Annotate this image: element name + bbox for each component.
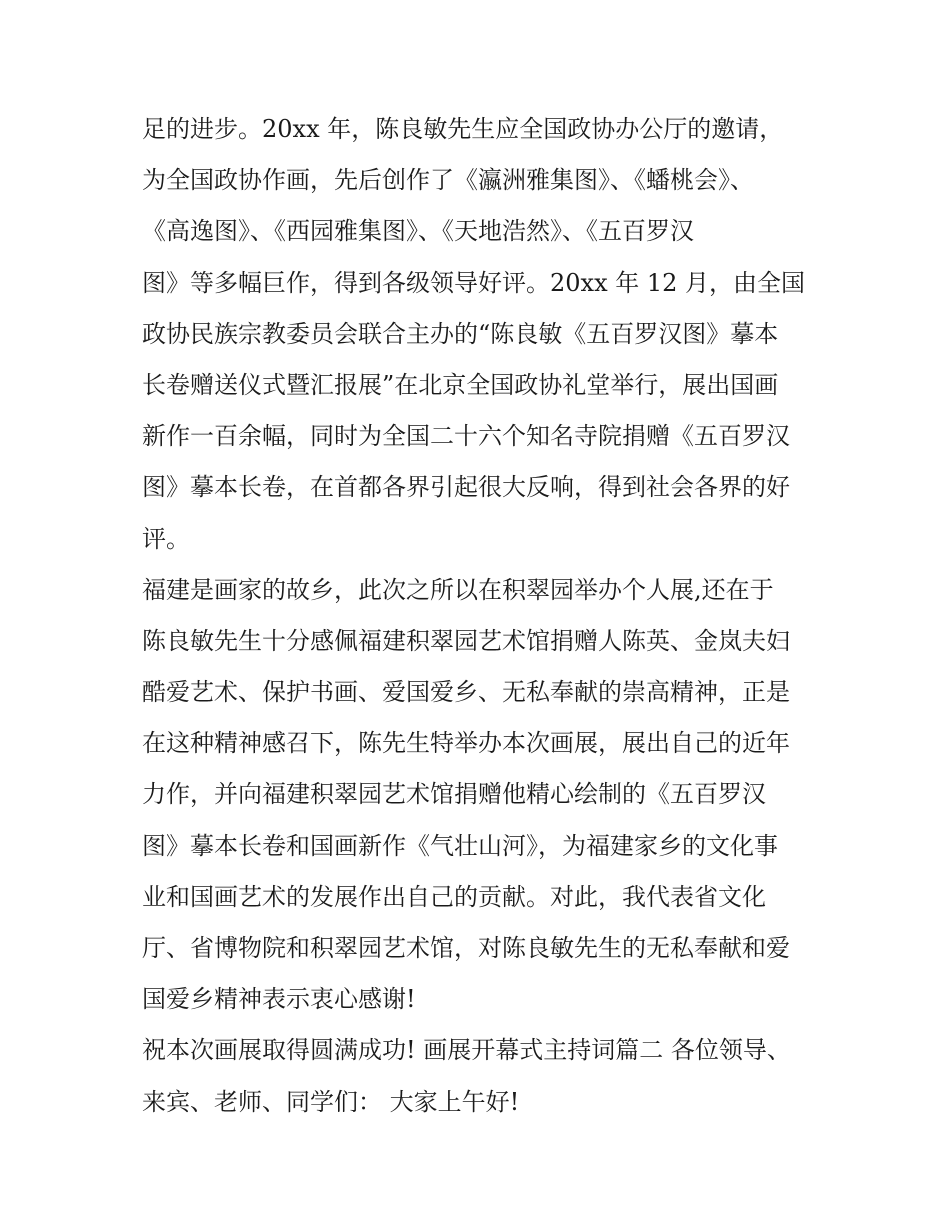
text-line: 政协民族宗教委员会联合主办的“陈良敏《五百罗汉图》摹本: [142, 319, 779, 348]
text-line: 福建是画家的故乡，此次之所以在积翠园举办个人展,还在于: [142, 575, 774, 604]
text-line: 评。: [142, 524, 190, 553]
text-line: 图》等多幅巨作，得到各级领导好评。20xx 年 12 月，由全国: [142, 268, 806, 297]
text-line: 陈良敏先生十分感佩福建积翠园艺术馆捐赠人陈英、金岚夫妇: [142, 626, 790, 655]
text-line: 长卷赠送仪式暨汇报展”在北京全国政协礼堂举行，展出国画: [142, 370, 779, 399]
text-line: 祝本次画展取得圆满成功! 画展开幕式主持词篇二 各位领导、: [142, 1036, 791, 1065]
text-line: 图》摹本长卷和国画新作《气壮山河》，为福建家乡的文化事: [142, 831, 778, 860]
text-line: 足的进步。20xx 年，陈良敏先生应全国政协办公厅的邀请，: [142, 115, 784, 143]
text-line: 为全国政协作画，先后创作了《瀛洲雅集图》、《蟠桃会》、: [142, 166, 754, 195]
text-line: 酷爱艺术、保护书画、爱国爱乡、无私奉献的崇高精神，正是: [142, 678, 790, 707]
text-line: 来宾、老师、同学们： 大家上午好!: [142, 1087, 520, 1116]
text-line: 厅、省博物院和积翠园艺术馆，对陈良敏先生的无私奉献和爱: [142, 934, 790, 962]
text-line: 在这种精神感召下，陈先生特举办本次画展，展出自己的近年: [142, 729, 790, 758]
text-line: 图》摹本长卷，在首都各界引起很大反响，得到社会各界的好: [142, 473, 790, 502]
text-line: 力作，并向福建积翠园艺术馆捐赠他精心绘制的《五百罗汉: [142, 780, 766, 809]
text-line: 新作一百余幅，同时为全国二十六个知名寺院捐赠《五百罗汉: [142, 422, 790, 451]
text-line: 《高逸图》、《西园雅集图》、《天地浩然》、《五百罗汉: [142, 217, 694, 246]
text-line: 业和国画艺术的发展作出自己的贡献。对此，我代表省文化: [142, 882, 766, 911]
document-body: [142, 104, 822, 1128]
text-line: 国爱乡精神表示衷心感谢!: [142, 985, 416, 1014]
